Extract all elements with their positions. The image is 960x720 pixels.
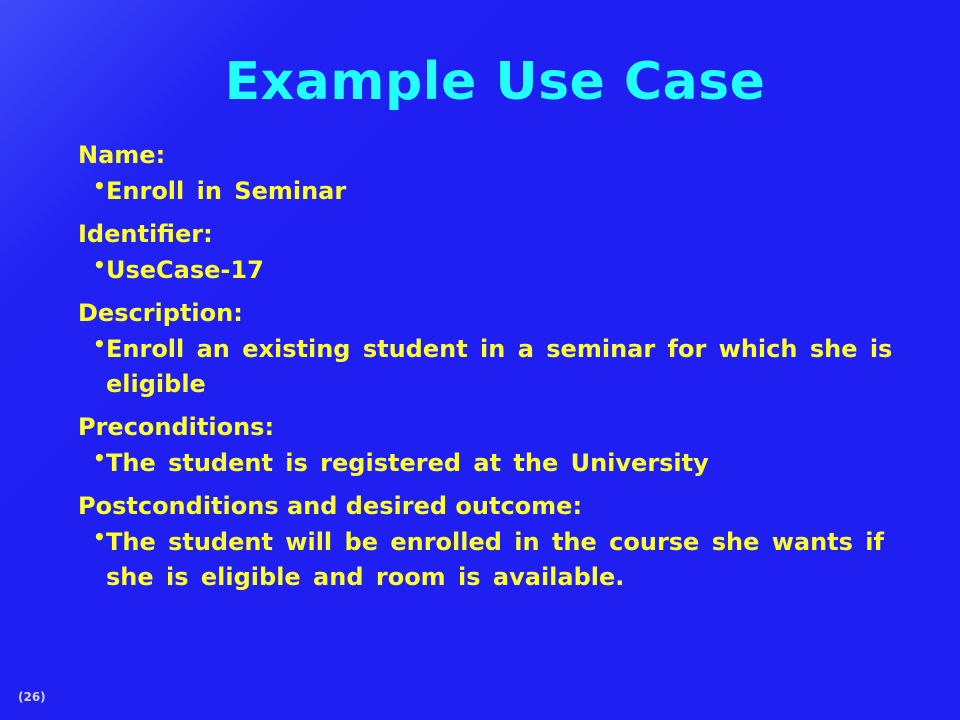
bullet-identifier: • UseCase-17 [106, 253, 908, 288]
section-label-description: Description: [78, 299, 243, 327]
section-label-postconditions: Postconditions and desired outcome: [78, 492, 583, 520]
section-label-identifier: Identifier: [78, 220, 213, 248]
page-number: (26) [18, 690, 46, 704]
bullet-postconditions: • The student will be enrolled in the course she wants if she is eligible and room is available. [106, 525, 908, 595]
bullet-preconditions: • The student is registered at the University [106, 446, 908, 481]
section-label-preconditions: Preconditions: [78, 413, 275, 441]
slide-title: Example Use Case [224, 52, 766, 112]
bullet-description: • Enroll an existing student in a seminar for which she is eligible [106, 332, 908, 402]
slide-content [78, 140, 908, 605]
section-label-name: Name: [78, 141, 166, 169]
bullet-name: • Enroll in Seminar [106, 174, 908, 209]
